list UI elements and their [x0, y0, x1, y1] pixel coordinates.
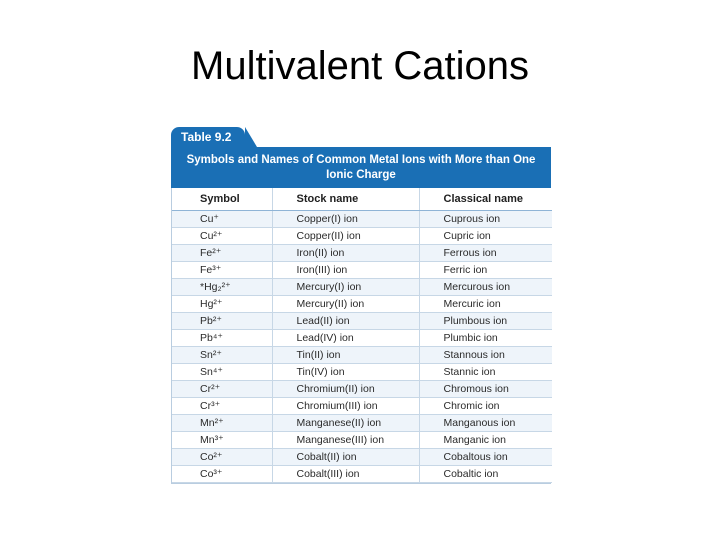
table-row: [172, 211, 552, 228]
symbol-cell: Cu²⁺: [172, 228, 272, 245]
symbol-cell: *Hg₂²⁺: [172, 279, 272, 296]
table-row: [172, 364, 552, 381]
classical-name-cell: Plumbic ion: [419, 330, 552, 347]
ion-table: [172, 188, 552, 483]
table-row: [172, 381, 552, 398]
table-row: [172, 279, 552, 296]
stock-name-cell: Tin(IV) ion: [272, 364, 419, 381]
stock-name-cell: Tin(II) ion: [272, 347, 419, 364]
classical-name-cell: Chromous ion: [419, 381, 552, 398]
classical-name-cell: Manganous ion: [419, 415, 552, 432]
header-classical-name: Classical name: [419, 188, 552, 211]
stock-name-cell: Cobalt(III) ion: [272, 466, 419, 483]
symbol-cell: Co²⁺: [172, 449, 272, 466]
table-row: [172, 466, 552, 483]
table-row: [172, 262, 552, 279]
classical-name-cell: Cobaltous ion: [419, 449, 552, 466]
stock-name-cell: Mercury(II) ion: [272, 296, 419, 313]
classical-name-cell: Mercurous ion: [419, 279, 552, 296]
table-row: [172, 415, 552, 432]
slide-title: Multivalent Cations: [191, 44, 529, 88]
classical-name-cell: Cupric ion: [419, 228, 552, 245]
table-row: [172, 398, 552, 415]
stock-name-cell: Copper(I) ion: [272, 211, 419, 228]
ion-table-figure: [171, 127, 551, 484]
classical-name-cell: Plumbous ion: [419, 313, 552, 330]
classical-name-cell: Stannic ion: [419, 364, 552, 381]
symbol-cell: Co³⁺: [172, 466, 272, 483]
table-row: [172, 296, 552, 313]
symbol-cell: Cr²⁺: [172, 381, 272, 398]
classical-name-cell: Cuprous ion: [419, 211, 552, 228]
table-row: [172, 245, 552, 262]
table-caption: Symbols and Names of Common Metal Ions with More than One Ionic Charge: [171, 147, 551, 188]
symbol-cell: Fe²⁺: [172, 245, 272, 262]
symbol-cell: Cu⁺: [172, 211, 272, 228]
classical-name-cell: Ferrous ion: [419, 245, 552, 262]
classical-name-cell: Manganic ion: [419, 432, 552, 449]
symbol-cell: Sn⁴⁺: [172, 364, 272, 381]
stock-name-cell: Mercury(I) ion: [272, 279, 419, 296]
symbol-cell: Pb⁴⁺: [172, 330, 272, 347]
classical-name-cell: Ferric ion: [419, 262, 552, 279]
symbol-cell: Cr³⁺: [172, 398, 272, 415]
stock-name-cell: Cobalt(II) ion: [272, 449, 419, 466]
classical-name-cell: Chromic ion: [419, 398, 552, 415]
table-row: [172, 228, 552, 245]
stock-name-cell: Manganese(III) ion: [272, 432, 419, 449]
table-row: [172, 330, 552, 347]
table-row: [172, 347, 552, 364]
stock-name-cell: Iron(II) ion: [272, 245, 419, 262]
symbol-cell: Mn³⁺: [172, 432, 272, 449]
classical-name-cell: Stannous ion: [419, 347, 552, 364]
symbol-cell: Hg²⁺: [172, 296, 272, 313]
table-frame: [171, 188, 551, 484]
classical-name-cell: Mercuric ion: [419, 296, 552, 313]
stock-name-cell: Manganese(II) ion: [272, 415, 419, 432]
classical-name-cell: Cobaltic ion: [419, 466, 552, 483]
stock-name-cell: Copper(II) ion: [272, 228, 419, 245]
table-row: [172, 313, 552, 330]
table-body: [172, 211, 552, 483]
stock-name-cell: Lead(IV) ion: [272, 330, 419, 347]
table-row: [172, 432, 552, 449]
table-header-row: [172, 188, 552, 211]
symbol-cell: Mn²⁺: [172, 415, 272, 432]
stock-name-cell: Chromium(III) ion: [272, 398, 419, 415]
table-number-tab: Table 9.2: [171, 127, 245, 147]
table-row: [172, 449, 552, 466]
header-symbol: Symbol: [172, 188, 272, 211]
stock-name-cell: Lead(II) ion: [272, 313, 419, 330]
symbol-cell: Pb²⁺: [172, 313, 272, 330]
symbol-cell: Fe³⁺: [172, 262, 272, 279]
symbol-cell: Sn²⁺: [172, 347, 272, 364]
stock-name-cell: Chromium(II) ion: [272, 381, 419, 398]
stock-name-cell: Iron(III) ion: [272, 262, 419, 279]
header-stock-name: Stock name: [272, 188, 419, 211]
